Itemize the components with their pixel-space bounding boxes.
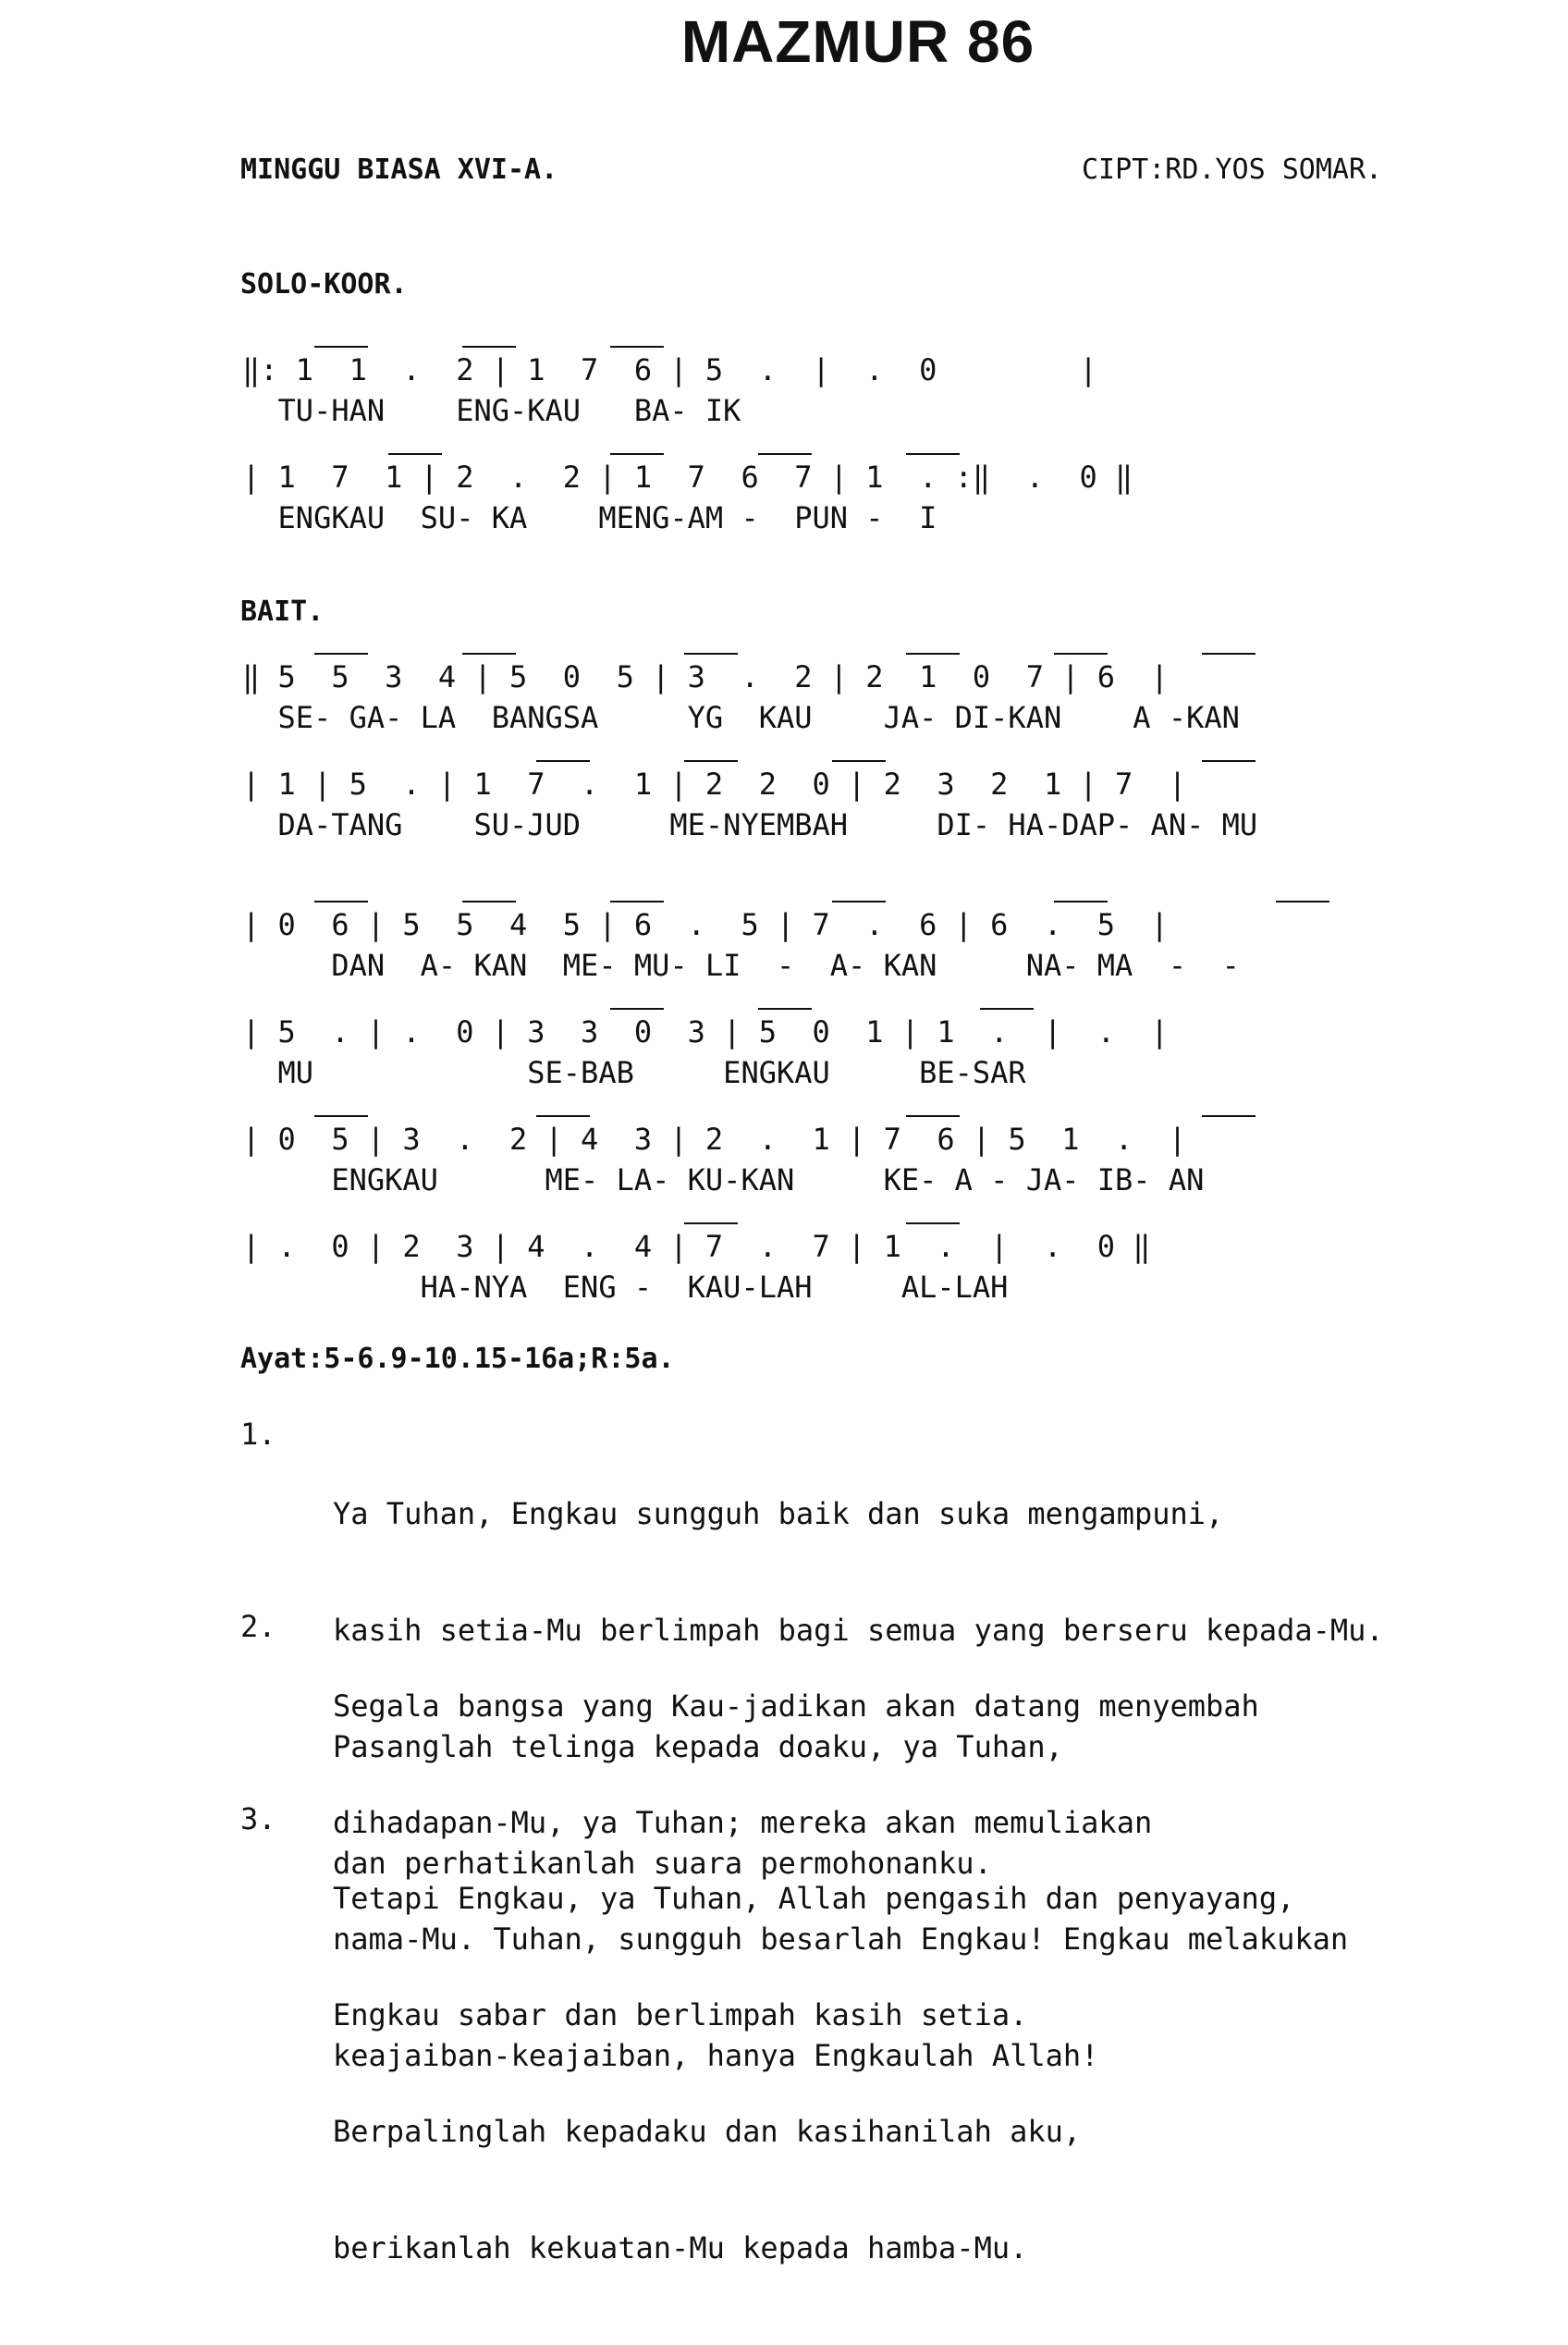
verse-number: 1.: [240, 1417, 276, 1452]
notation-line: | . 0 | 2 3 | 4 . 4 | 7 . 7 | 1 . | . 0 ‖: [242, 1229, 1151, 1264]
lyric-line: ENGKAU SU- KA MENG-AM - PUN - I: [242, 500, 937, 535]
lyric-line: SE- GA- LA BANGSA YG KAU JA- DI-KAN A -KAN: [242, 700, 1240, 735]
notation-line: | 1 | 5 . | 1 7 . 1 | 2 2 0 | 2 3 2 1 | 7 |: [242, 767, 1187, 802]
refrain-section-label: SOLO-KOOR.: [240, 268, 408, 301]
verse-number: 2.: [240, 1609, 276, 1644]
occasion-label: MINGGU BIASA XVI-A.: [240, 153, 558, 186]
verse-line: kasih setia-Mu berlimpah bagi semua yang berseru kepada-Mu.: [333, 1613, 1384, 1648]
notation-line: ‖ 5 5 3 4 | 5 0 5 | 3 . 2 | 2 1 0 7 | 6 |: [242, 659, 1169, 694]
lyric-line: DAN A- KAN ME- MU- LI - A- KAN NA- MA - -: [242, 948, 1240, 983]
lyric-line: MU SE-BAB ENGKAU BE-SAR: [242, 1055, 1026, 1090]
verses-reference-label: Ayat:5-6.9-10.15-16a;R:5a.: [240, 1343, 675, 1375]
lyric-line: DA-TANG SU-JUD ME-NYEMBAH DI- HA-DAP- AN- MU: [242, 807, 1258, 842]
verse-text: [333, 1801, 1294, 2345]
lyric-line: TU-HAN ENG-KAU BA- IK: [242, 393, 741, 428]
verse-line: Pasanglah telinga kepada doaku, ya Tuhan,: [333, 1729, 1063, 1764]
verse-line: nama-Mu. Tuhan, sungguh besarlah Engkau! Engkau melakukan: [333, 1921, 1349, 1957]
lyric-line: ENGKAU ME- LA- KU-KAN KE- A - JA- IB- AN: [242, 1162, 1205, 1197]
verse-section-label: BAIT.: [240, 595, 325, 628]
notation-line: | 1 7 1 | 2 . 2 | 1 7 6 7 | 1 . :‖ . 0 ‖: [242, 460, 1133, 495]
verse-line: keajaiban-keajaiban, hanya Engkaulah Allah!: [333, 2038, 1099, 2073]
notation-line: | 5 . | . 0 | 3 3 0 3 | 5 0 1 | 1 . | . |: [242, 1014, 1169, 1050]
notation-line: | 0 5 | 3 . 2 | 4 3 | 2 . 1 | 7 6 | 5 1 . |: [242, 1122, 1187, 1157]
composer-label: CIPT:RD.YOS SOMAR.: [1082, 153, 1383, 186]
verse-line: berikanlah kekuatan-Mu kepada hamba-Mu.: [333, 2230, 1028, 2265]
notation-line: | 0 6 | 5 5 4 5 | 6 . 5 | 7 . 6 | 6 . 5 |: [242, 907, 1169, 942]
verse-line: Tetapi Engkau, ya Tuhan, Allah pengasih dan penyayang,: [333, 1881, 1295, 1916]
verse-line: Segala bangsa yang Kau-jadikan akan datang menyembah: [333, 1688, 1259, 1724]
verse-line: Ya Tuhan, Engkau sungguh baik dan suka mengampuni,: [333, 1496, 1224, 1531]
page-title: MAZMUR 86: [680, 8, 1035, 75]
notation-line: ‖: 1 1 . 2 | 1 7 6 | 5 . | . 0 |: [242, 352, 1097, 387]
verse-line: dan perhatikanlah suara permohonanku.: [333, 1846, 992, 1881]
verse-line: Engkau sabar dan berlimpah kasih setia.: [333, 1997, 1028, 2032]
lyric-line: HA-NYA ENG - KAU-LAH AL-LAH: [242, 1270, 1009, 1305]
verse-line: dihadapan-Mu, ya Tuhan; mereka akan memuliakan: [333, 1805, 1153, 1840]
verse-line: Berpalinglah kepadaku dan kasihanilah aku,: [333, 2114, 1082, 2149]
verse-number: 3.: [240, 1801, 276, 1836]
